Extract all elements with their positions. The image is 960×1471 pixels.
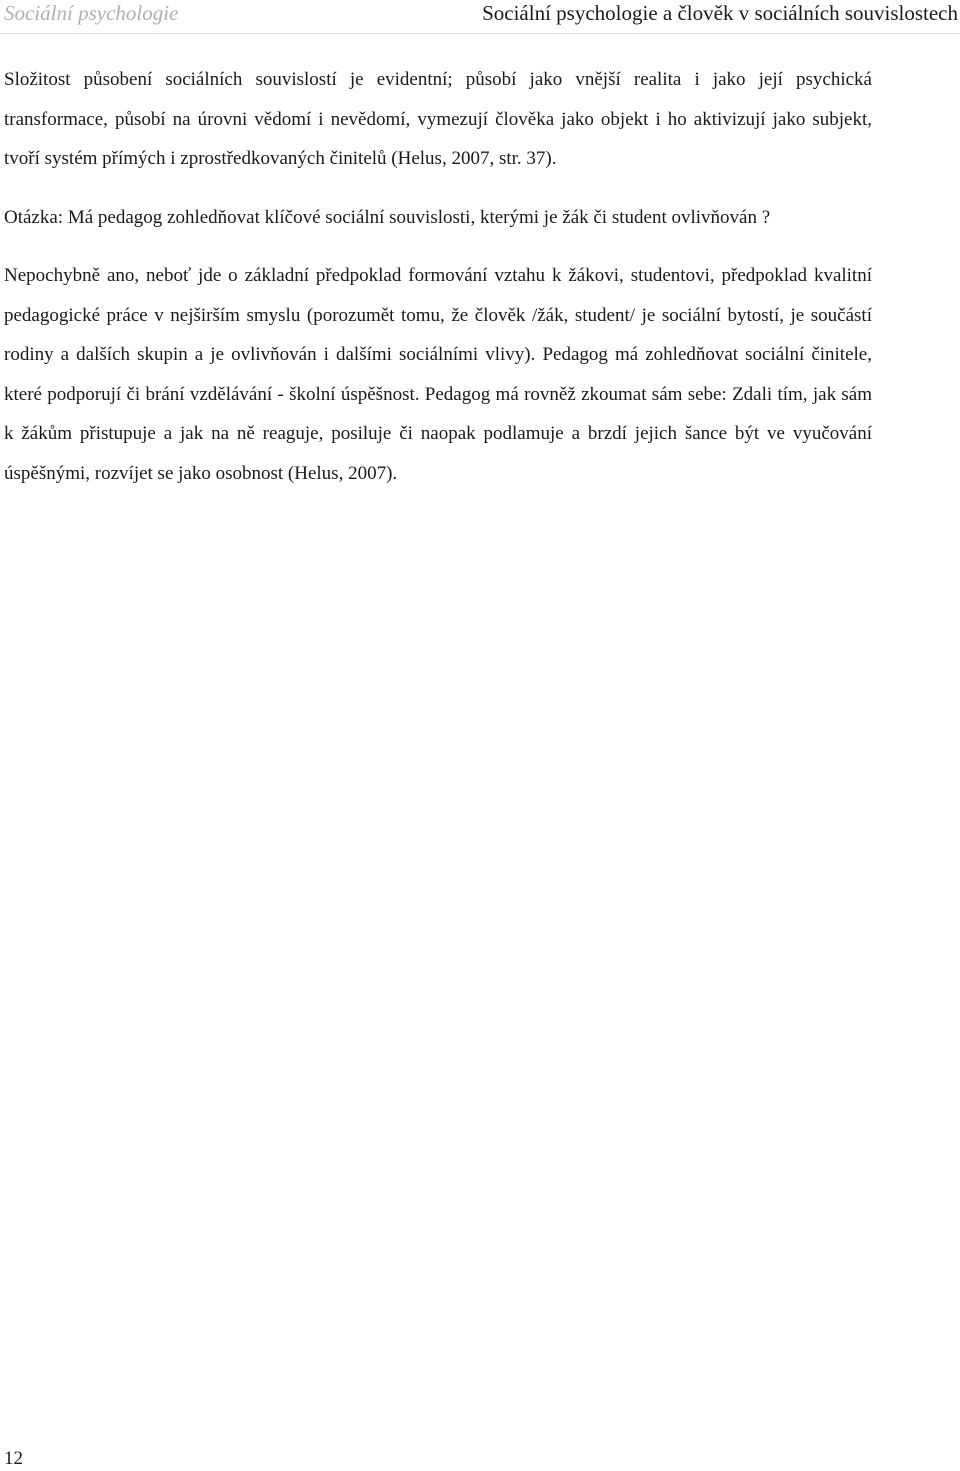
page-number: 12 xyxy=(4,1448,23,1469)
running-header xyxy=(0,0,960,30)
header-book-title: Sociální psychologie xyxy=(4,1,179,25)
header-chapter-title: Sociální psychologie a člověk v sociálních souvislostech xyxy=(482,1,958,25)
paragraph-question: Otázka: Má pedagog zohledňovat klíčové sociální souvislosti, kterými je žák či student ovlivňován ? xyxy=(4,206,771,228)
document-body xyxy=(4,60,872,493)
header-divider xyxy=(0,33,960,34)
paragraph-intro: Složitost působení sociálních souvislostí je evidentní; působí jako vnější realita i jako její psychická transformace, působí na úrovni vědomí i nevědomí, vymezují člověka jako objekt i ho aktivizují jako subjekt, tvoří systém přímých i zprostředkovaných činitelů (Helus, 2007, str. 37). xyxy=(4,69,872,169)
paragraph-answer: Nepochybně ano, neboť jde o základní předpoklad formování vztahu k žákovi, studentovi, předpoklad kvalitní pedagogické práce v nejširším smyslu (porozumět tomu, že člověk /žák, student/ je sociální bytostí, je součástí rodiny a dalších skupin a je ovlivňován i dalšími sociálními vlivy). Pedagog má zohledňovat sociální činitele, které podporují či brání vzdělávání - školní úspěšnost. Pedagog má rovněž zkoumat sám sebe: Zdali tím, jak sám k žákům přistupuje a jak na ně reaguje, posiluje či naopak podlamuje a brzdí jejich šance být ve vyučování úspěšnými, rozvíjet se jako osobnost (Helus, 2007). xyxy=(4,265,872,484)
